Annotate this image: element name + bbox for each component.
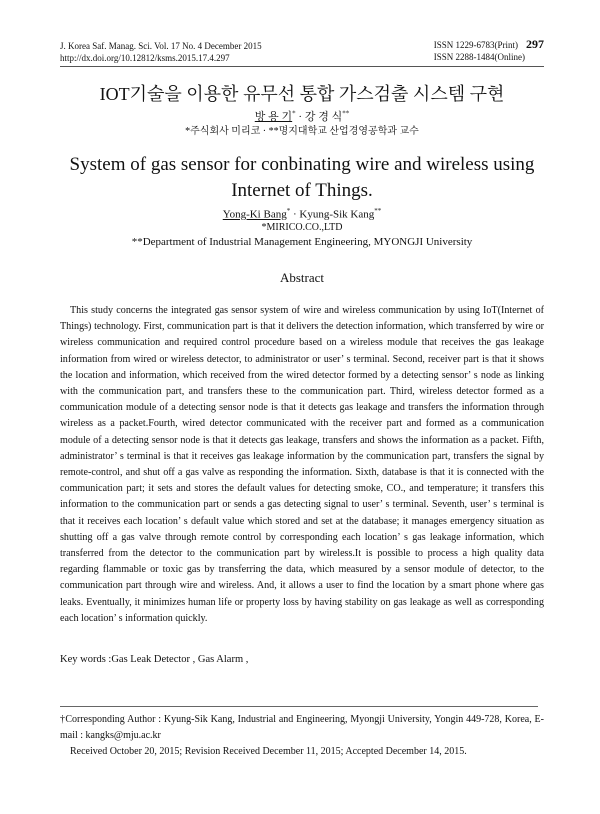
abstract-heading: Abstract [279, 270, 325, 285]
running-header-right [434, 38, 544, 63]
abstract-body: This study concerns the integrated gas sensor system of wire and wireless communication by using IoT(Internet of Things) technology. First, communication part is that it delivers the detection information, which transferred by wire or wireless communication and required control procedure based on a wireless module that receives the gas leakage information from wired or wireless detector, to administrator or user’ s terminal. Second, receiver part is that it shows the location and information, which received from the wired detector formed by a detecting sensor’ s node as linking with the communication part, and transfers these to the communication part. Third, wireless detector formed as a communication module of a detecting sensor node is that it detects gas leakage and transfers the information through wireless as a packet.Fourth, wired detector communicated with the receiver part and formed as a communication module of a detecting sensor node is that it detects gas leakage, transfers and shows the information as a packet. Fifth, administrator’ s terminal is that it receives gas leakage information by the communication part, transfers the signal by remote-control, and shut off a gas valve as responding the information. Sixth, database is that it is connected with the communication part; it sets and stores the default values for detecting smoke, CO., and temperature; it transfers this information to the communication part or sends a gas detecting signal to user’ s terminal. Seventh, user’ s terminal is that it receives each location’ s default value which stored and set at the database; it manages emergency situation as shutting off a gas valve through remote control by corresponding each location’ s gas leakage information, which transferred from the detector to the communication part by wireless.It is possible to process a high quality data regarding flammable or toxic gas by transferring the data, which measured by a sensor module of detector, to the communication part through wire and wireless. And, it allows a user to find the location by a smart phone where gas leaks. Eventually, it minimizes human life or property loss by having stability on gas leakage as well as corresponding each location’ s information quickly. [60, 305, 544, 624]
title-english-line-2: Internet of Things. [231, 180, 373, 201]
author-1-english: Yong-Ki Bang [222, 208, 287, 221]
corresponding-author: †Corresponding Author : Kyung-Sik Kang, Industrial and Engineering, Myongji University, Yongin 449-728, Korea, E-mail : kangks@mju.ac.kr [60, 714, 544, 741]
author-english-separator: · [290, 208, 300, 221]
affiliation-english-1: *MIRICO.CO.,LTD [261, 222, 343, 233]
author-2-korean: 강 경 식 [304, 111, 343, 123]
header-rule [60, 66, 544, 67]
author-2-english-mark: ** [374, 207, 382, 215]
title-english [60, 152, 544, 204]
page-number: 297 [526, 37, 544, 51]
running-header-left [60, 40, 262, 64]
doi-link[interactable]: http://dx.doi.org/10.12812/ksms.2015.17.4.297 [60, 53, 230, 63]
author-separator: · [295, 111, 305, 123]
title-korean: IOT기술을 이용한 유무선 통합 가스검출 시스템 구현 [99, 84, 505, 104]
issn-print: ISSN 1229-6783(Print) [433, 40, 518, 50]
keywords: Key words :Gas Leak Detector , Gas Alarm , [60, 654, 249, 665]
journal-citation: J. Korea Saf. Manag. Sci. Vol. 17 No. 4 December 2015 [60, 41, 262, 51]
affiliation-english-2: **Department of Industrial Management Engineering, MYONGJI University [131, 236, 473, 248]
author-2-mark: ** [342, 109, 350, 118]
received-dates: Received October 20, 2015; Revision Received December 11, 2015; Accepted December 14, 2015. [70, 746, 467, 757]
issn-online: ISSN 2288-1484(Online) [433, 52, 525, 62]
authors-english [60, 207, 544, 221]
author-2-english: Kyung-Sik Kang [299, 208, 375, 221]
affiliation-korean: *주식회사 미리코 · **명지대학교 산업경영공학과 교수 [185, 126, 419, 137]
author-1-english-mark: * [286, 207, 291, 215]
footnote-rule [60, 706, 538, 707]
footnote [60, 712, 544, 760]
author-1-mark: * [292, 109, 296, 118]
author-1-korean: 방 용 기 [254, 111, 293, 123]
title-english-line-1: System of gas sensor for conbinating wire and wireless using [69, 154, 535, 175]
